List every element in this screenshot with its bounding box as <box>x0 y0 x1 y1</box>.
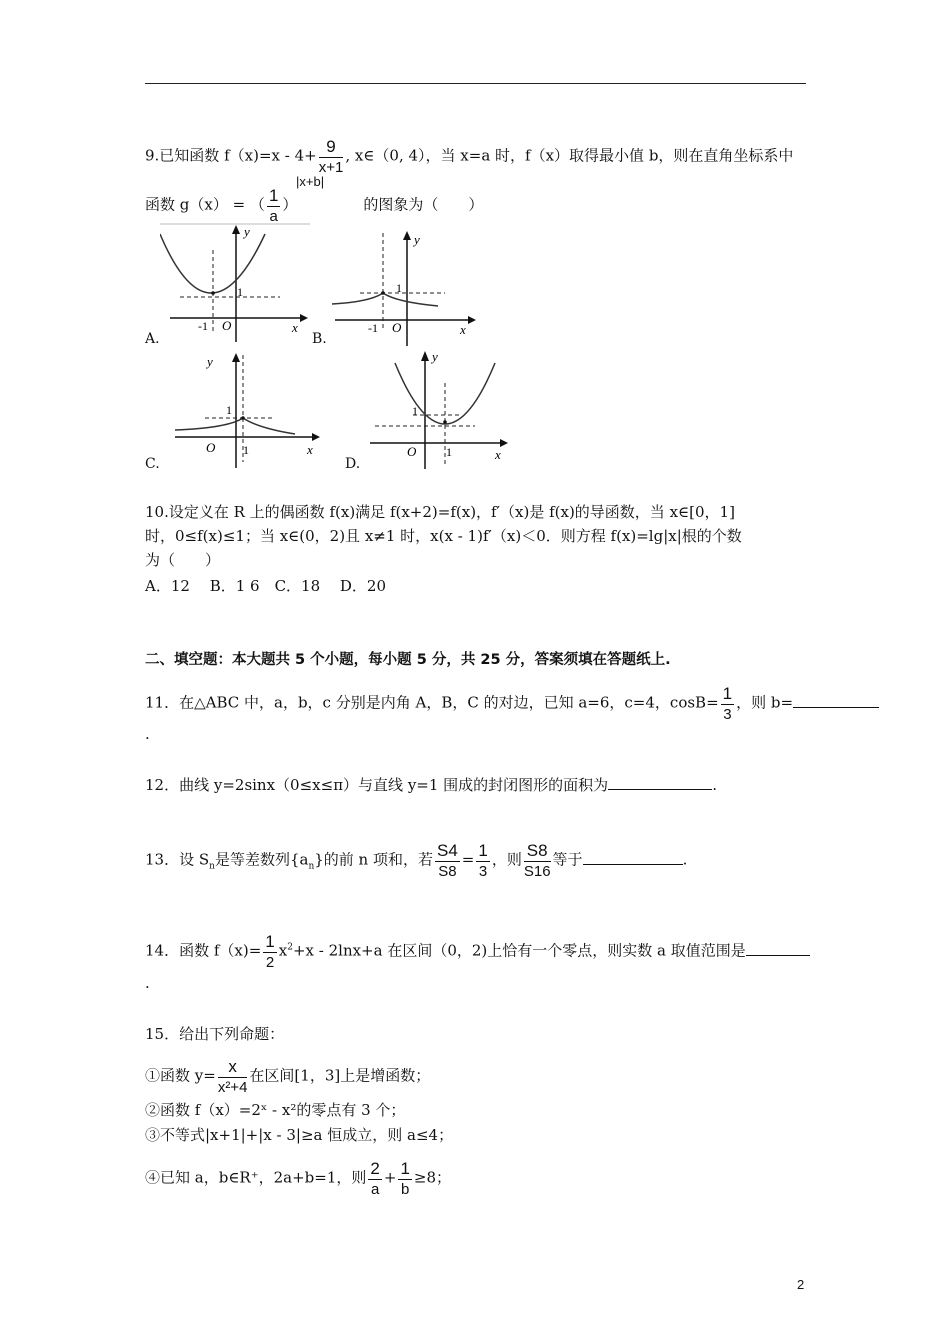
svg-text:y: y <box>207 354 213 369</box>
q14-answer-blank[interactable] <box>746 941 810 956</box>
q13-line: 13．设 $S_n$是等差数列$\{a_n\}$的前 n 项和，若 $\frac{S4}{S8}$ = $\frac{1}{3}$ ，则 $\frac{S8}{S16}$ 等于 . <box>145 841 688 880</box>
q10-line3: 为（ ） <box>145 551 221 569</box>
q11-answer-blank[interactable] <box>793 693 879 708</box>
q15-item4-fraction-1-b: $\frac{1}{b}$ <box>400 1159 410 1198</box>
q12-answer-blank[interactable] <box>608 775 712 790</box>
header-rule <box>145 83 806 84</box>
svg-text:-1: -1 <box>198 319 208 333</box>
svg-text:y: y <box>414 232 420 247</box>
q15-item2: ②函数 f（x）=2ˣ - x²的零点有 3 个； <box>145 1101 406 1119</box>
q15-item3: ③不等式|x+1|+|x - 3|≥a 恒成立，则 a≤4； <box>145 1126 454 1144</box>
q15-intro: 15．给出下列命题： <box>145 1025 285 1043</box>
svg-text:1: 1 <box>396 281 402 295</box>
svg-text:x: x <box>495 447 501 462</box>
graph-c <box>170 350 320 470</box>
svg-text:1: 1 <box>243 443 249 457</box>
q10-line1: 10.设定义在 R 上的偶函数 f(x)满足 f(x+2)=f(x)，f′（x)是 f(x)的导函数，当 x∈[0，1] <box>145 503 735 521</box>
q15-item4-fraction-2-a: $\frac{2}{a}$ <box>370 1159 380 1198</box>
svg-text:1: 1 <box>226 403 232 417</box>
q15-item1: ①函数 y= $\frac{x}{\text{x²+4}}$ 在区间[1，3]上是增函数； <box>145 1057 431 1096</box>
q9-exponent: |x+b| <box>296 174 325 189</box>
q9-line1: 9.已知函数 f（x)=x - 4+ $\frac{9}{x+1}$ , x∈（0, 4），当 x=a 时，f（x）取得最小值 b，则在直角坐标系中 <box>145 137 794 176</box>
section2-heading: 二、填空题：本大题共 5 个小题，每小题 5 分，共 25 分，答案须填在答题纸上. <box>145 652 671 668</box>
svg-text:x: x <box>292 320 298 335</box>
q10-line2: 时，0≤f(x)≤1；当 x∈(0，2)且 x≠1 时，x(x - 1)f′（x)＜0．则方程 f(x)=lg|x|根的个数 <box>145 527 742 545</box>
svg-text:O: O <box>407 444 417 459</box>
svg-text:1: 1 <box>237 285 243 299</box>
svg-text:O: O <box>392 320 402 335</box>
svg-text:1: 1 <box>412 404 418 418</box>
q9-fraction-9-over-x-plus-1: $\frac{9}{x+1}$ <box>318 137 344 176</box>
q9-fraction-1-over-a: $\frac{1}{a}$ <box>268 186 279 225</box>
choice-a-label: A. <box>145 331 160 347</box>
q14-line: 14．函数 f（x)= $\frac{1}{2}$ $x^2+x - 2\ln x+a$ 在区间（0，2)上恰有一个零点，则实数 a 取值范围是 <box>145 933 810 970</box>
q13-fraction-s8-s16: $\frac{S8}{S16}$ <box>523 841 551 880</box>
graph-a <box>160 222 310 342</box>
q9-line2: 函数 g（x） = （ $\frac{1}{a}$ ） 的图象为（ ） <box>145 186 484 225</box>
svg-text:-1: -1 <box>368 321 378 335</box>
q11-trail: . <box>145 725 150 743</box>
choice-c-label: C. <box>145 456 160 472</box>
q13-fraction-1-3: $\frac{1}{3}$ <box>478 841 488 880</box>
q12-line: 12．曲线 y=2sinx（0≤x≤π）与直线 y=1 围成的封闭图形的面积为 . <box>145 776 717 794</box>
page-number: 2 <box>797 1277 805 1292</box>
svg-text:x: x <box>307 442 313 457</box>
choice-d-label: D. <box>345 456 361 472</box>
q15-item1-fraction: $\frac{x}{\text{x²+4}}$ <box>217 1057 248 1096</box>
svg-text:O: O <box>206 440 216 455</box>
graph-d <box>365 347 515 470</box>
q11-fraction: $\frac{1}{3}$ <box>722 684 733 723</box>
q13-answer-blank[interactable] <box>583 850 683 865</box>
q10-options: A．12 B．1 6 C．18 D．20 <box>145 577 387 595</box>
svg-text:x: x <box>460 322 466 337</box>
svg-text:y: y <box>432 349 438 364</box>
svg-text:O: O <box>222 318 232 333</box>
q14-trail: . <box>145 974 150 992</box>
q13-fraction-s4-s8: $\frac{S4}{S8}$ <box>436 841 458 880</box>
graph-b <box>330 228 480 348</box>
q15-item4: ④已知 a，b∈R⁺，2a+b=1，则 $\frac{2}{a}$ + $\frac{1}{b}$ ≥8； <box>145 1159 452 1198</box>
q11-line: 11．在△ABC 中，a，b，c 分别是内角 A，B，C 的对边，已知 a=6，c=4，cosB= $\frac{1}{3}$ ，则 b= <box>145 685 879 722</box>
svg-text:1: 1 <box>446 445 452 459</box>
svg-text:y: y <box>244 224 250 239</box>
q14-fraction: $\frac{1}{2}$ <box>265 932 275 971</box>
choice-b-label: B. <box>312 331 327 347</box>
